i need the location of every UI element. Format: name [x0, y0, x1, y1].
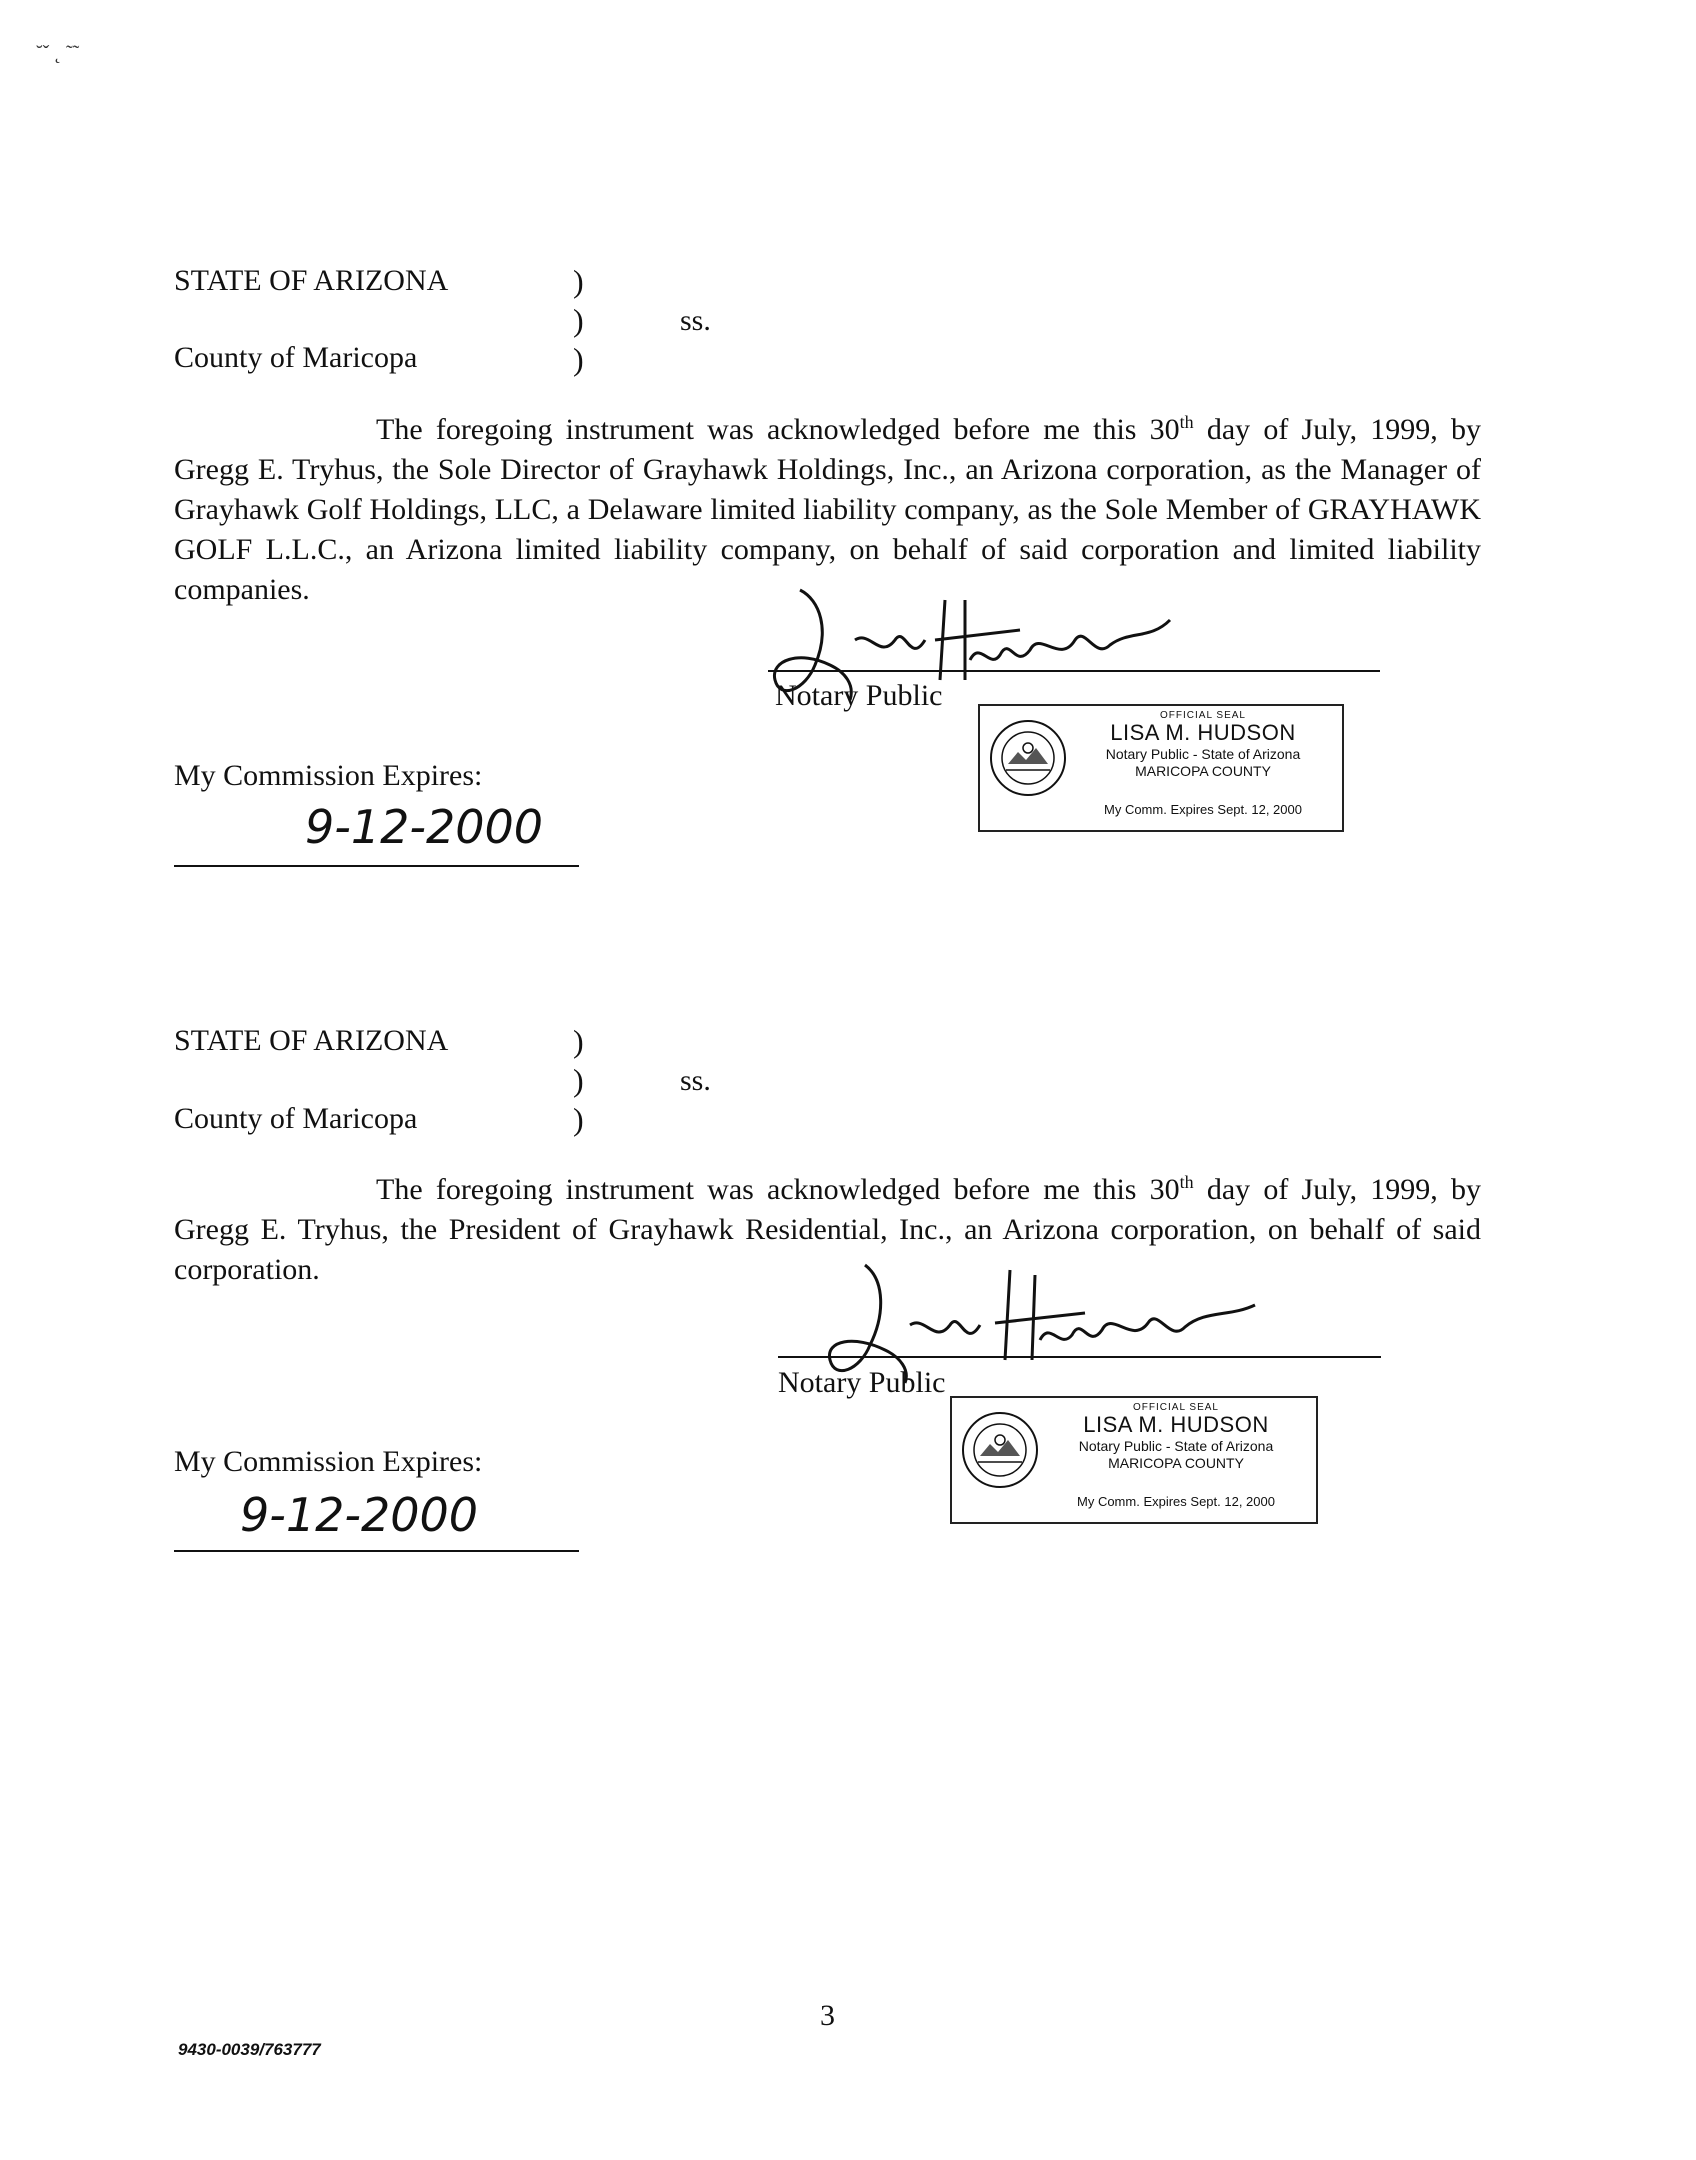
commission-line [174, 865, 579, 867]
venue-state: STATE OF ARIZONA [174, 264, 449, 297]
venue-ss: ss. [680, 304, 711, 337]
scan-marks: ˘ˇ ˛ ˜˜ [36, 42, 80, 64]
seal-name: LISA M. HUDSON [1110, 720, 1296, 745]
venue-state: STATE OF ARIZONA [174, 1024, 449, 1057]
commission-line [174, 1550, 579, 1552]
seal-title: Notary Public - State of Arizona [1078, 1438, 1274, 1454]
seal-expiry: My Comm. Expires Sept. 12, 2000 [1077, 1494, 1275, 1509]
venue-paren: ) [573, 341, 584, 377]
venue-paren: ) [573, 302, 584, 338]
acknowledgment-paragraph: The foregoing instrument was acknowledged before me this 30th day of July, 1999, by Gregg E. Tryhus, the Sole Director of Grayhawk Holdings, Inc., an Arizona corporation, as the Manager of Grayhawk Golf Holdings, LLC, a Delaware limited liability company, as the Sole Member of GRAYHAWK GOLF L.L.C., an Arizona limited liability company, on behalf of said corporation and limited liability companies. [174, 412, 1481, 606]
commission-date: 9-12-2000 [305, 800, 544, 854]
venue-paren: ) [573, 1101, 584, 1137]
notary-public-label: Notary Public [778, 1366, 946, 1399]
venue-ss: ss. [680, 1064, 711, 1097]
venue-paren: ) [573, 263, 584, 299]
notary-seal [950, 1396, 1318, 1524]
seal-county: MARICOPA COUNTY [1108, 1455, 1244, 1471]
signature-line [778, 1356, 1381, 1358]
notary-seal [978, 704, 1344, 832]
seal-official: OFFICIAL SEAL [1133, 1402, 1219, 1413]
commission-label: My Commission Expires: [174, 1445, 483, 1478]
page-number: 3 [820, 1999, 835, 2032]
commission-label: My Commission Expires: [174, 759, 483, 792]
seal-name: LISA M. HUDSON [1083, 1412, 1269, 1437]
document-id: 9430-0039/763777 [178, 2040, 321, 2059]
signature-line [768, 670, 1380, 672]
venue-county: County of Maricopa [174, 1102, 418, 1135]
seal-title: Notary Public - State of Arizona [1105, 746, 1301, 762]
state-seal-icon [988, 718, 1068, 798]
seal-county: MARICOPA COUNTY [1135, 763, 1271, 779]
seal-official: OFFICIAL SEAL [1160, 710, 1246, 721]
venue-county: County of Maricopa [174, 341, 418, 374]
state-seal-icon [960, 1410, 1040, 1490]
notary-public-label: Notary Public [775, 679, 943, 712]
acknowledgment-paragraph: The foregoing instrument was acknowledged before me this 30th day of July, 1999, by Gregg E. Tryhus, the President of Grayhawk Residential, Inc., an Arizona corporation, on behalf of said corporation. [174, 1172, 1481, 1286]
venue-paren: ) [573, 1062, 584, 1098]
seal-expiry: My Comm. Expires Sept. 12, 2000 [1104, 802, 1302, 817]
venue-paren: ) [573, 1023, 584, 1059]
commission-date: 9-12-2000 [240, 1488, 479, 1542]
